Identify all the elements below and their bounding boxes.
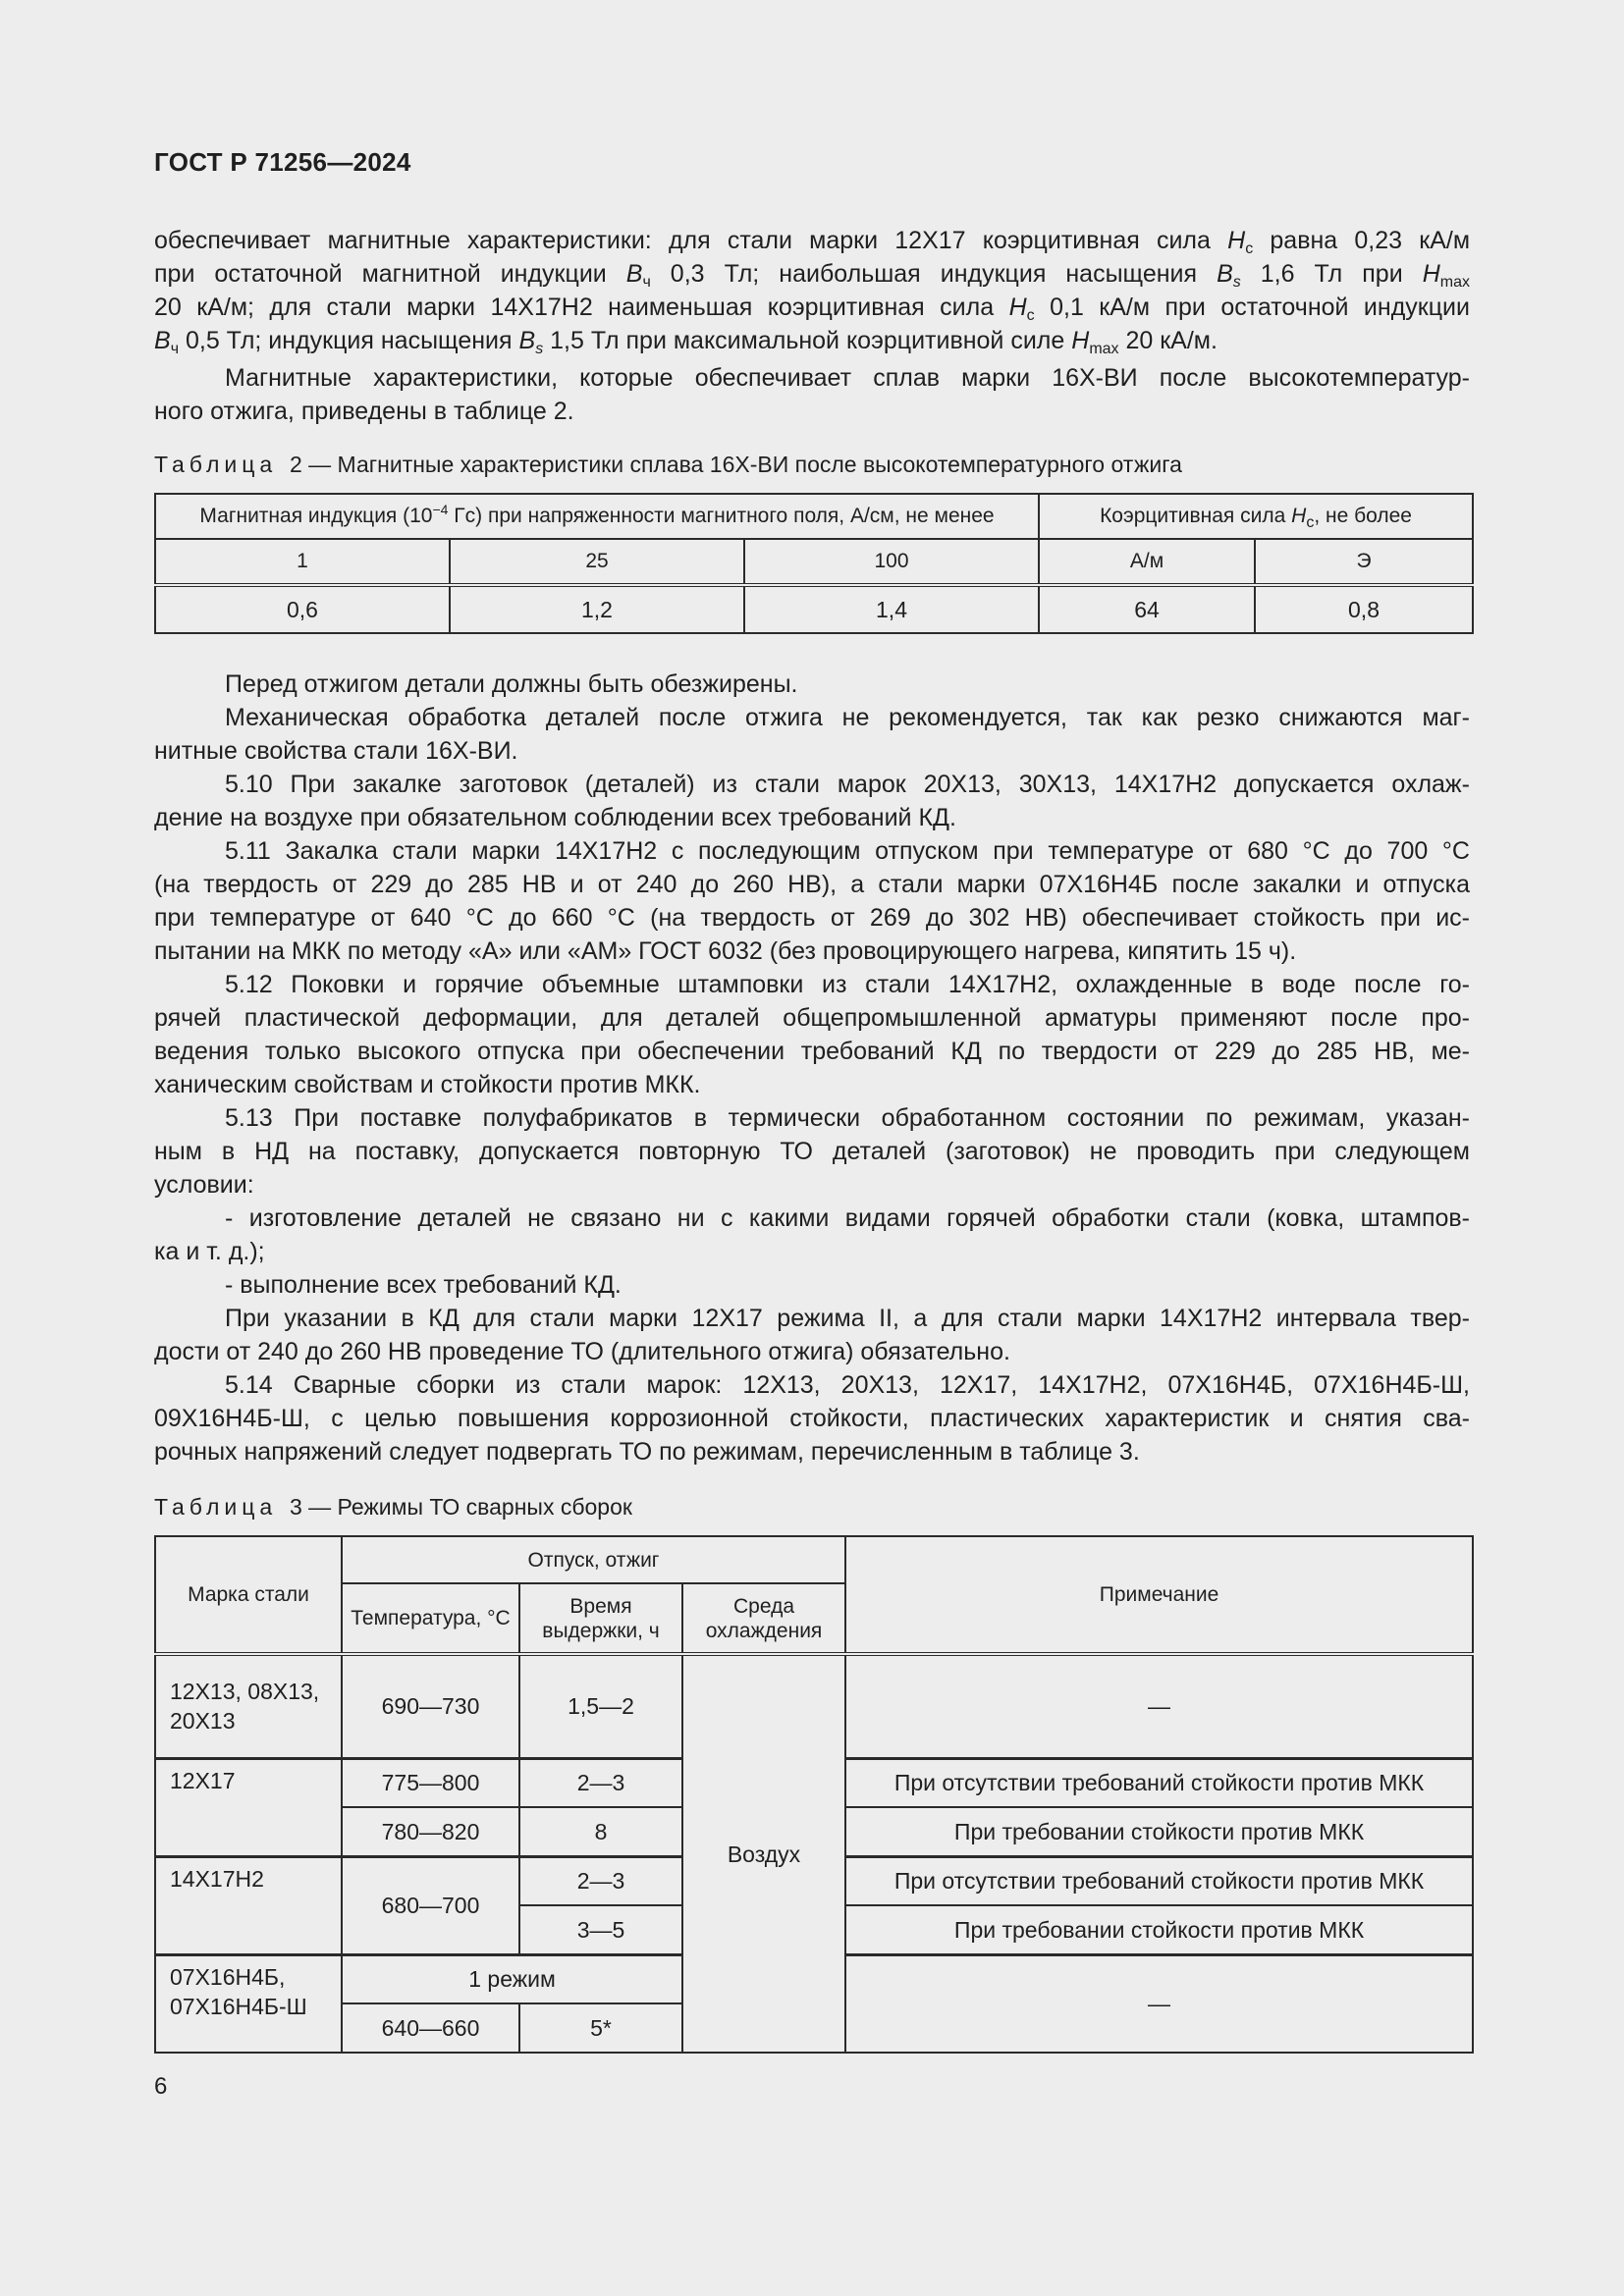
body-p9: При указании в КД для стали марки 12Х17 режима II, а для стали марки 14Х17Н2 интервала твер- дости от 240 до 260 НВ проведение ТО (длительного отжига) обязательно. [154,1305,1470,1365]
time-cell: 2—3 [519,1758,682,1807]
unit-cell: 1 [155,539,450,585]
value-cell: 0,8 [1255,585,1473,633]
note-cell: При требовании стойкости против МКК [845,1807,1473,1856]
temp-cell: 780—820 [342,1807,519,1856]
grade-cell: 12Х17 [155,1758,342,1856]
note-cell: При отсутствии требований стойкости против МКК [845,1758,1473,1807]
intro-line-4: $B_ч$ 0,5 Тл; индукция насыщения $B_s$ 1,5 Тл при максимальной коэрцитивной силе $H_{max}$ 20 кА/м. [154,327,1218,357]
magnetic-line-1: Магнитные характеристики, которые обеспечивает сплав марки 16Х-ВИ после высокотемператур- [225,364,1470,392]
magnetic-line-2: ного отжига, приведены в таблице 2. [154,398,574,425]
clause-5-14: 5.14 Сварные сборки из стали марок: 12Х13, 20Х13, 12Х17, 14Х17Н2, 07Х16Н4Б, 07Х16Н4Б-Ш, 09Х16Н4Б-Ш, с целью повышения коррозионной стойкости, пластических характеристик и снятия сва- рочных напряжений следует подвергать ТО по режимам, перечисленным в таблице 3. [154,1371,1470,1466]
header-coercivity: Коэрцитивная сила $H_c$, не более [1039,494,1473,539]
time-cell: 2—3 [519,1856,682,1905]
header-temperature: Температура, °С [342,1583,519,1654]
mode-cell: 1 режим [342,1954,682,2003]
note-cell: — [845,1654,1473,1758]
time-cell: 3—5 [519,1905,682,1954]
temp-cell: 775—800 [342,1758,519,1807]
unit-cell: 25 [450,539,744,585]
intro-line-1: обеспечивает магнитные характеристики: для стали марки 12Х17 коэрцитивная сила $H_c$ равна 0,23 кА/м [154,227,1471,257]
temp-cell: 640—660 [342,2003,519,2053]
header-medium: Среда охлаждения [682,1583,845,1654]
body-p1: Перед отжигом детали должны быть обезжирены. [225,670,798,698]
magnetic-paragraph [154,361,1470,428]
intro-line-3: 20 кА/м; для стали марки 14Х17Н2 наименьшая коэрцитивная сила $H_c$ 0,1 кА/м при остаточной индукции [154,294,1470,324]
clause-5-10: 5.10 При закалке заготовок (деталей) из стали марок 20Х13, 30Х13, 14Х17Н2 допускается охлаж- дение на воздухе при обязательном соблюдении всех требований КД. [154,771,1470,831]
grade-cell: 12Х13, 08Х13, 20Х13 [155,1654,342,1758]
header-note: Примечание [845,1536,1473,1654]
clause-5-11: 5.11 Закалка стали марки 14Х17Н2 с последующим отпуском при температуре от 680 °С до 700 °С (на твердость от 229 до 285 НВ и от 240 до 260 НВ), а стали марки 07Х16Н4Б после закалки и отпуска при температуре от 640 °С до 660 °С (на твердость от 269 до 302 НВ) обеспечивает стойкость при ис- пытании на МКК по методу «А» или «АМ» ГОСТ 6032 (без провоцирующего нагрева, кипятить 15 ч). [154,837,1470,965]
note-cell: — [845,1954,1473,2053]
table2-caption: Таблица 2 — Магнитные характеристики сплава 16Х-ВИ после высокотемпературного отжига [154,452,1182,477]
body-p2: Механическая обработка деталей после отжига не рекомендуется, так как резко снижаются маг- нитные свойства стали 16Х-ВИ. [154,704,1470,765]
unit-cell: 100 [744,539,1039,585]
unit-cell: Э [1255,539,1473,585]
document-header: ГОСТ Р 71256—2024 [154,147,411,177]
list-item-1: - изготовление деталей не связано ни с какими видами горячей обработки стали (ковка, штампов- ка и т. д.); [154,1204,1470,1265]
temp-cell: 680—700 [342,1856,519,1954]
value-cell: 64 [1039,585,1255,633]
header-grade: Марка стали [155,1536,342,1654]
header-induction: Магнитная индукция ($10^{-4}$ Гс) при напряженности магнитного поля, А/см, не менее [155,494,1039,539]
value-cell: 1,2 [450,585,744,633]
table-3-heat-treatment [154,1535,1474,2054]
time-cell: 8 [519,1807,682,1856]
clause-5-12: 5.12 Поковки и горячие объемные штамповки из стали 14Х17Н2, охлажденные в воде после го- рячей пластической деформации, для деталей общепромышленной арматуры применяют после про- ведения только высокого отпуска при обеспечении требований КД по твердости от 229 до 285 НВ, ме- ханическим свойствам и стойкости против МКК. [154,971,1470,1098]
unit-cell: А/м [1039,539,1255,585]
time-cell: 1,5—2 [519,1654,682,1758]
time-cell: 5* [519,2003,682,2053]
page-number: 6 [154,2073,168,2100]
intro-line-2: при остаточной магнитной индукции $B_ч$ 0,3 Тл; наибольшая индукция насыщения $B_s$ 1,6 Тл при $H_{max}$ [154,260,1470,291]
table3-caption: Таблица 3 — Режимы ТО сварных сборок [154,1494,632,1520]
grade-cell: 14Х17Н2 [155,1856,342,1954]
medium-cell: Воздух [682,1654,845,2053]
table-2-magnetic [154,493,1474,634]
value-cell: 1,4 [744,585,1039,633]
temp-cell: 690—730 [342,1654,519,1758]
header-temper: Отпуск, отжиг [342,1536,845,1583]
intro-paragraph [154,224,1470,357]
note-cell: При отсутствии требований стойкости против МКК [845,1856,1473,1905]
value-cell: 0,6 [155,585,450,633]
clause-5-13: 5.13 При поставке полуфабрикатов в термически обработанном состоянии по режимам, указан- ным в НД на поставку, допускается повторную ТО деталей (заготовок) не проводить при следующем условии: [154,1104,1470,1199]
list-item-2: - выполнение всех требований КД. [225,1271,622,1299]
grade-cell: 07Х16Н4Б, 07Х16Н4Б-Ш [155,1954,342,2053]
header-time: Время выдержки, ч [519,1583,682,1654]
note-cell: При требовании стойкости против МКК [845,1905,1473,1954]
